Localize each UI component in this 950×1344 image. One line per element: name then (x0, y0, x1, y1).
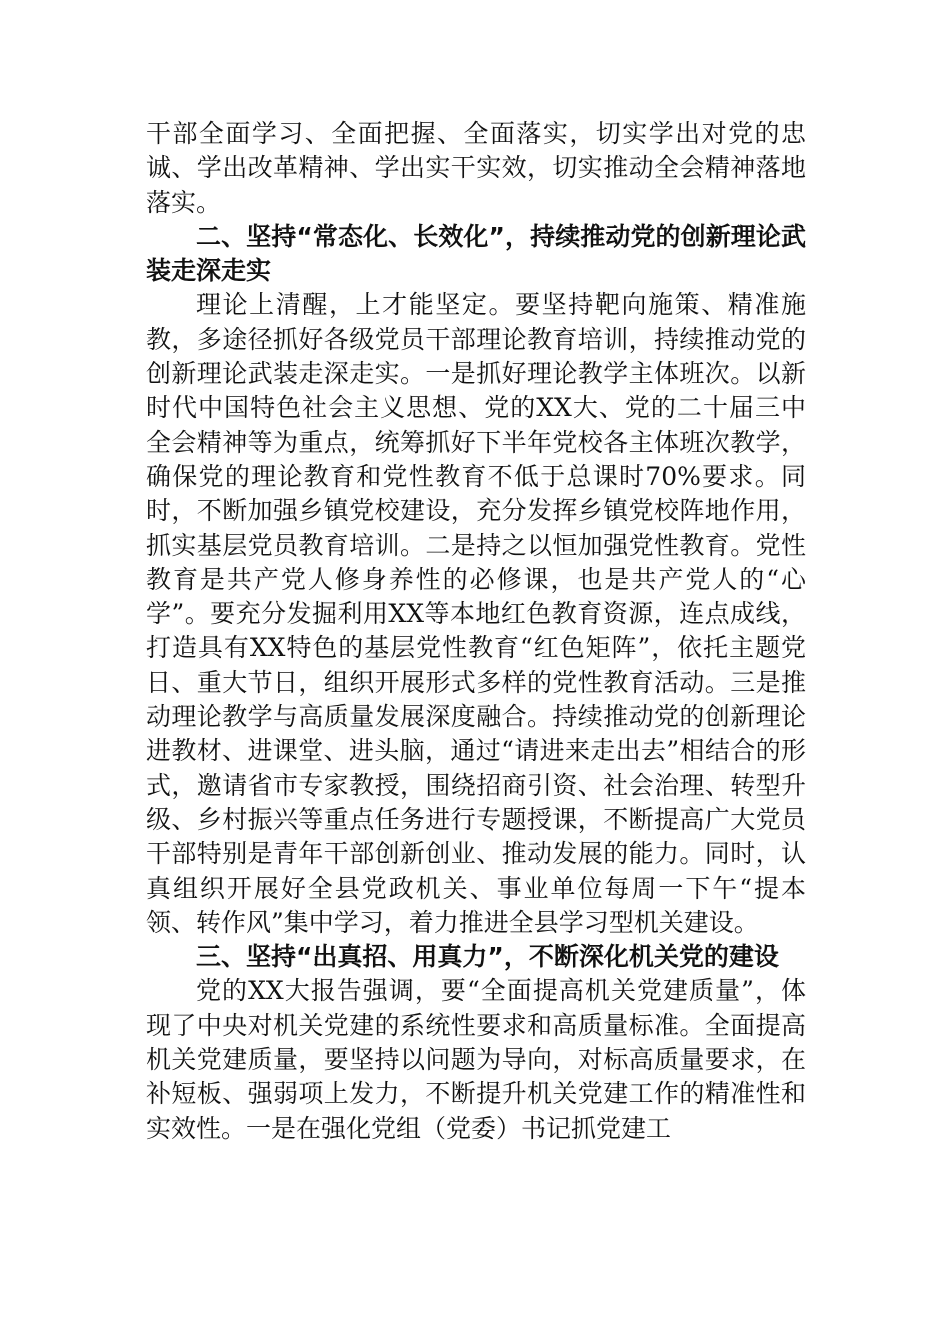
paragraph-continuation: 干部全面学习、全面把握、全面落实，切实学出对党的忠诚、学出改革精神、学出实干实效，切实推动全会精神落地落实。 (146, 119, 806, 217)
paragraph-party-building: 党的XX大报告强调，要“全面提高机关党建质量”，体现了中央对机关党建的系统性要求和高质量标准。全面提高机关党建质量，要坚持以问题为导向，对标高质量要求，在补短板、强弱项上发力，不断提升机关党建工作的精准性和实效性。一是在强化党组（党委）书记抓党建工 (146, 976, 806, 1143)
section-heading-two: 二、坚持“常态化、长效化”，持续推动党的创新理论武装走深走实 (146, 221, 806, 286)
document-body (146, 117, 806, 1146)
paragraph-theory-education: 理论上清醒，上才能坚定。要坚持靶向施策、精准施教，多途径抓好各级党员干部理论教育培训，持续推动党的创新理论武装走深走实。一是抓好理论教学主体班次。以新时代中国特色社会主义思想、党的XX大、党的二十届三中全会精神等为重点，统筹抓好下半年党校各主体班次教学，确保党的理论教育和党性教育不低于总课时70%要求。同时，不断加强乡镇党校建设，充分发挥乡镇党校阵地作用，抓实基层党员教育培训。二是持之以恒加强党性教育。党性教育是共产党人修身养性的必修课，也是共产党人的“心学”。要充分发掘利用XX等本地红色教育资源，连点成线，打造具有XX特色的基层党性教育“红色矩阵”，依托主题党日、重大节日，组织开展形式多样的党性教育活动。三是推动理论教学与高质量发展深度融合。持续推动党的创新理论进教材、进课堂、进头脑，通过“请进来走出去”相结合的形式，邀请省市专家教授，围绕招商引资、社会治理、转型升级、乡村振兴等重点任务进行专题授课，不断提高广大党员干部特别是青年干部创新创业、推动发展的能力。同时，认真组织开展好全县党政机关、事业单位每周一下午“提本领、转作风”集中学习，着力推进全县学习型机关建设。 (146, 290, 806, 937)
section-heading-three: 三、坚持“出真招、用真力”，不断深化机关党的建设 (196, 942, 779, 972)
